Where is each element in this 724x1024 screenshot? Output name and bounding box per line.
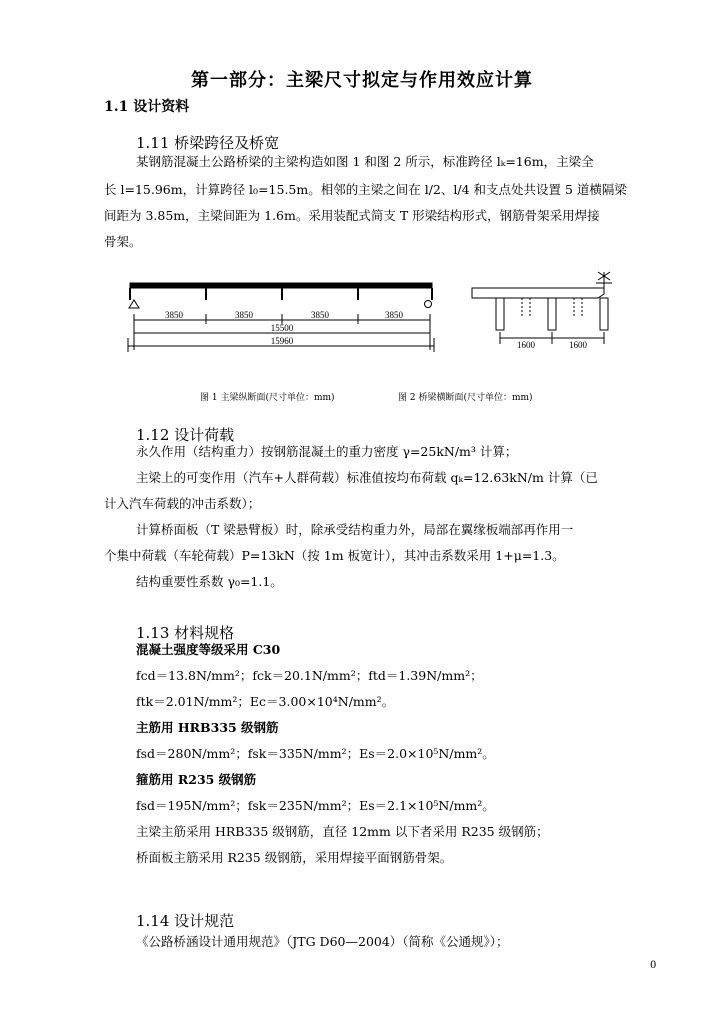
paragraph-line: 永久作用（结构重力）按钢筋混凝土的重力密度 γ=25kN/m³ 计算； (136, 444, 518, 459)
cross-section-figure (464, 268, 624, 358)
subsection-heading-1-11: 1.11 桥梁跨径及桥宽 (136, 134, 280, 152)
concrete-grade-heading: 混凝土强度等级采用 C30 (136, 642, 281, 657)
paragraph-line: 结构重要性系数 γ₀=1.1。 (136, 574, 283, 589)
dim-label: 1600 (569, 340, 587, 350)
subsection-heading-1-14: 1.14 设计规范 (136, 912, 235, 930)
paragraph-line: 长 l=15.96m，计算跨径 l₀=15.5m。相邻的主梁之间在 l/2、l/4 和支点处共设置 5 道横隔梁 (104, 182, 627, 197)
support-left (129, 300, 139, 308)
stirrup-properties: fsd＝195N/mm²；fsk＝235N/mm²；Es＝2.1×10⁵N/mm²。 (136, 798, 495, 813)
paragraph-line: 《公路桥涵设计通用规范》（JTG D60—2004）（简称《公通规》）； (136, 934, 509, 949)
paragraph-line: 骨架。 (104, 234, 142, 249)
dim-label: 3850 (311, 310, 329, 320)
t-beam-web (496, 298, 504, 330)
paragraph-line: 桥面板主筋采用 R235 级钢筋，采用焊接平面钢筋骨架。 (136, 850, 453, 865)
dim-label: 3850 (385, 310, 403, 320)
deck-slab (472, 288, 604, 298)
main-beam (130, 283, 432, 288)
paragraph-line: 主梁上的可变作用（汽车+人群荷载）标准值按均布荷载 qₖ=12.63kN/m 计算（已 (136, 470, 598, 485)
paragraph-line: 计算桥面板（T 梁悬臂板）时，除承受结构重力外，局部在翼缘板端部再作用一 (136, 522, 574, 537)
longitudinal-section-figure (120, 278, 450, 358)
paragraph-line: 计入汽车荷载的冲击系数）； (104, 496, 261, 511)
dim-label: 3850 (165, 310, 183, 320)
section-heading: 1.1 设计资料 (104, 99, 190, 115)
span-total-label: 15960 (270, 336, 294, 346)
support-right (425, 301, 432, 308)
t-beam-web (600, 298, 608, 330)
paragraph-line: 某钢筋混凝土公路桥梁的主梁构造如图 1 和图 2 所示，标准跨径 lₖ=16m，主梁全 (136, 154, 594, 169)
page-title: 第一部分：主梁尺寸拟定与作用效应计算 (191, 70, 533, 91)
paragraph-line: 间距为 3.85m，主梁间距为 1.6m。采用装配式简支 T 形梁结构形式，钢筋骨架采用焊接 (104, 208, 600, 223)
dim-label: 3850 (235, 310, 253, 320)
paragraph-line: 个集中荷载（车轮荷载）P=13kN（按 1m 板宽计），其冲击系数采用 1+μ=1.3。 (104, 548, 565, 563)
dim-label: 1600 (517, 340, 535, 350)
t-beam-web (548, 298, 556, 330)
subsection-heading-1-12: 1.12 设计荷载 (136, 426, 235, 444)
stirrup-heading: 箍筋用 R235 级钢筋 (136, 772, 257, 787)
subsection-heading-1-13: 1.13 材料规格 (136, 624, 235, 642)
main-rebar-heading: 主筋用 HRB335 级钢筋 (136, 720, 279, 735)
main-rebar-properties: fsd＝280N/mm²；fsk＝335N/mm²；Es＝2.0×10⁵N/mm²。 (136, 746, 495, 761)
concrete-properties-line: fcd＝13.8N/mm²；fck＝20.1N/mm²；ftd＝1.39N/mm²； (136, 668, 483, 683)
figure-caption-2: 图 2 桥梁横断面(尺寸单位：mm) (398, 393, 533, 403)
figure-caption-1: 图 1 主梁纵断面(尺寸单位：mm) (200, 393, 335, 403)
span-calc-label: 15500 (270, 323, 294, 333)
paragraph-line: 主梁主筋采用 HRB335 级钢筋，直径 12mm 以下者采用 R235 级钢筋； (136, 824, 549, 839)
concrete-properties-line: ftk＝2.01N/mm²；Ec＝3.00×10⁴N/mm²。 (136, 694, 395, 709)
page-number: 0 (650, 960, 657, 971)
